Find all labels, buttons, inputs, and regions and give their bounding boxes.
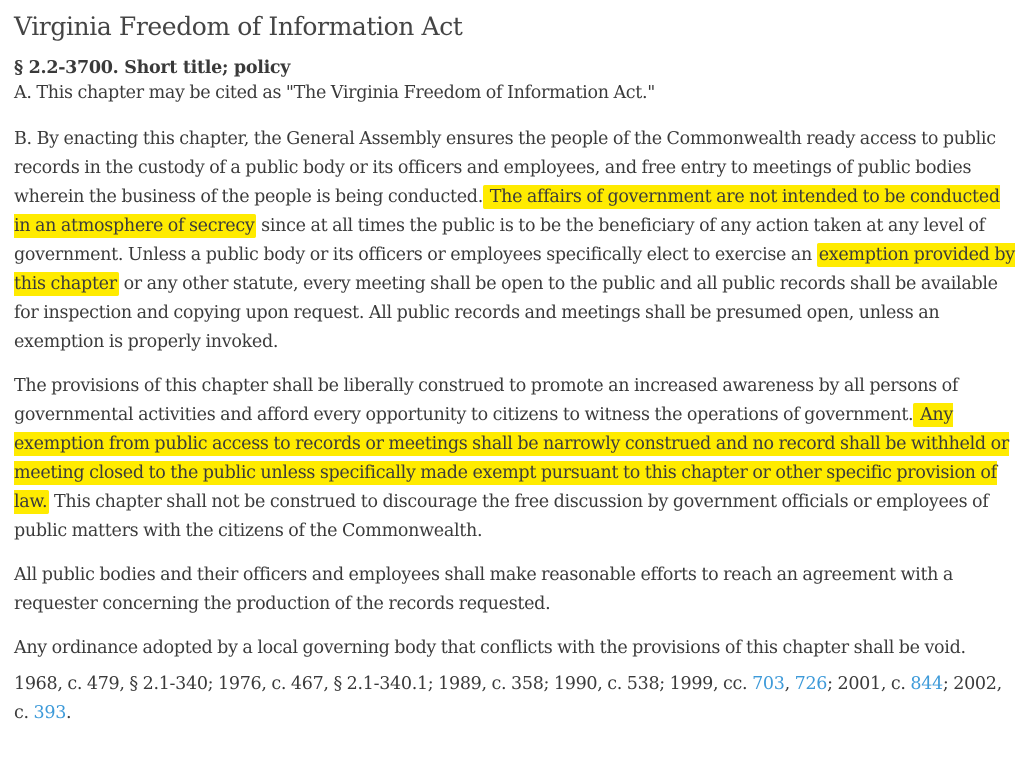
paragraph-e: Any ordinance adopted by a local governing body that conflicts with the provisions of this chapter shall be void. (14, 638, 966, 658)
paragraph-c-text-1: The provisions of this chapter shall be liberally construed to promote an increased awareness by all persons of governmental activities and afford every opportunity to citizens to witness the operations of government. (14, 376, 959, 425)
chapter-link-703[interactable]: 703 (752, 674, 785, 694)
history-text-2: ; 2001, c. (827, 674, 911, 694)
paragraph-d: All public bodies and their officers and employees shall make reasonable efforts to reach an agreement with a requester concerning the production of the records requested. (14, 565, 954, 614)
paragraph-b (14, 125, 1016, 357)
history-text-1: 1968, c. 479, § 2.1-340; 1976, c. 467, § 2.1-340.1; 1989, c. 358; 1990, c. 538; 1999, cc. (14, 674, 753, 694)
paragraph-b-text-1: B. By enacting this chapter, the General Assembly ensures the people of the Commonwealth ready access to public records in the custody of a public body or its officers and employees, and free entry to meetings of public bodies wherein the business of the people is being conducted. (14, 129, 996, 207)
history-text-4: . (66, 703, 72, 723)
paragraph-c-text-2: This chapter shall not be construed to discourage the free discussion by government officials or employees of public matters with the citizens of the Commonwealth. (14, 492, 989, 541)
highlight-exemption-provided: exemption provided by this chapter (14, 245, 1015, 294)
paragraph-b-text-3: or any other statute, every meeting shall be open to the public and all public records shall be available for inspection and copying upon request. All public records and meetings shall be presumed open, unless an exemption is properly invoked. (14, 274, 998, 352)
paragraph-a: A. This chapter may be cited as "The Virginia Freedom of Information Act." (14, 83, 656, 103)
highlight-narrowly-construed: Any exemption from public access to records or meetings shall be narrowly construed and no record shall be withheld or meeting closed to the public unless specifically made exempt pursuant to this chapter or other specific provision of law. (14, 405, 1009, 512)
history-text-3: ; 2002, c. (14, 674, 1002, 723)
chapter-link-393[interactable]: 393 (33, 703, 67, 723)
paragraph-c (14, 372, 1016, 546)
chapter-link-844[interactable]: 844 (910, 674, 943, 694)
history-separator: , (784, 674, 795, 694)
section-heading: § 2.2-3700. Short title; policy (14, 58, 291, 78)
highlight-affairs-of-government: The affairs of government are not intended to be conducted in an atmosphere of secrecy (14, 187, 1000, 236)
page-title: Virginia Freedom of Information Act (14, 12, 463, 41)
chapter-link-726[interactable]: 726 (794, 674, 828, 694)
history-citation (14, 670, 1016, 728)
paragraph-b-text-2: since at all times the public is to be the beneficiary of any action taken at any level of government. Unless a public body or its officers or employees specifically elect to exercise an (14, 216, 985, 265)
